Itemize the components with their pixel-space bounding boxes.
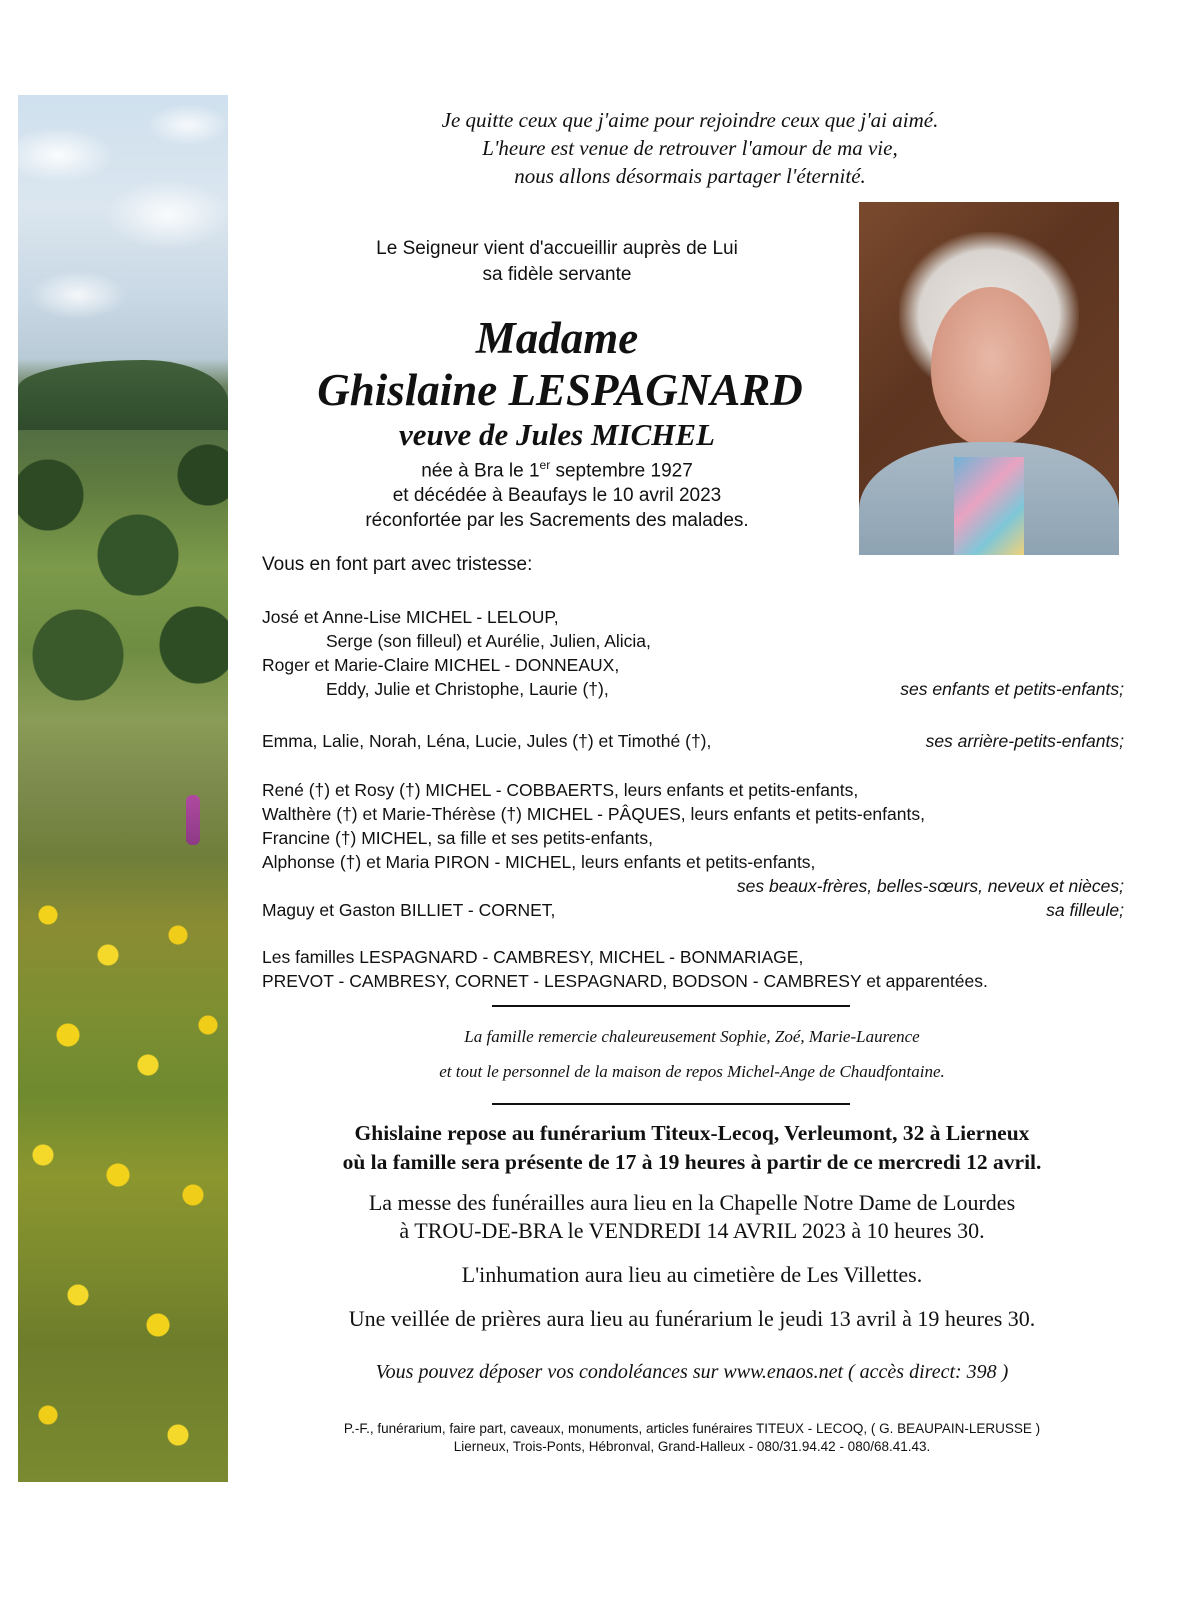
thanks-line: La famille remercie chaleureusement Sophie, Zoé, Marie-Laurence: [464, 1027, 920, 1046]
honorific-title: Madame: [475, 313, 639, 363]
footer-line: Lierneux, Trois-Ponts, Hébronval, Grand-Halleux - 080/31.94.42 - 080/68.41.43.: [453, 1439, 931, 1454]
funeral-home-footer: [240, 1420, 1144, 1456]
intro-text: [262, 236, 852, 288]
announcement: Vous en font part avec tristesse:: [262, 554, 533, 575]
repose-line: où la famille sera présente de 17 à 19 heures à partir de ce mercredi 12 avril.: [342, 1150, 1042, 1174]
family-row: [262, 677, 1124, 701]
burial-info: L'inhumation aura lieu au cimetière de Les Villettes.: [461, 1262, 923, 1287]
family-row: [262, 629, 1124, 653]
family-text: José et Anne-Lise MICHEL - LELOUP,: [262, 607, 559, 627]
family-text: Emma, Lalie, Norah, Léna, Lucie, Jules (†) et Timothé (†),: [262, 731, 712, 751]
family-group-great-grandchildren: [262, 729, 1124, 753]
trees: [18, 415, 228, 745]
family-row: [262, 969, 1124, 993]
portrait-photo: [859, 202, 1119, 555]
family-row: [262, 874, 1124, 898]
messe-line: à TROU-DE-BRA le VENDREDI 14 AVRIL 2023 à 10 heures 30.: [399, 1218, 985, 1243]
relation-label: ses enfants et petits-enfants;: [900, 679, 1124, 699]
divider: [492, 1005, 850, 1007]
family-text: Serge (son filleul) et Aurélie, Julien, Alicia,: [326, 631, 651, 651]
foxglove-flower: [186, 795, 200, 845]
messe-line: La messe des funérailles aura lieu en la Chapelle Notre Dame de Lourdes: [368, 1190, 1016, 1215]
sacrements-line: réconfortée par les Sacrements des malades.: [365, 510, 749, 532]
family-row: [262, 653, 1124, 677]
condolences-info: Vous pouvez déposer vos condoléances sur www.enaos.net ( accès direct: 398 ): [375, 1361, 1009, 1383]
family-text: Walthère (†) et Marie-Thérèse (†) MICHEL - PÂQUES, leurs enfants et petits-enfants,: [262, 804, 925, 824]
relation-label: ses arrière-petits-enfants;: [925, 731, 1124, 751]
quote-line: Je quitte ceux que j'aime pour rejoindre ceux que j'ai aimé.: [441, 108, 939, 132]
family-text: Les familles LESPAGNARD - CAMBRESY, MICHEL - BONMARIAGE,: [262, 947, 804, 967]
widow-of: veuve de Jules MICHEL: [399, 417, 715, 452]
relation-label: ses beaux-frères, belles-sœurs, neveux et nièces;: [736, 876, 1124, 896]
family-text: Maguy et Gaston BILLIET - CORNET,: [262, 900, 556, 920]
funeral-mass-info: [262, 1189, 1122, 1245]
family-text: Francine (†) MICHEL, sa fille et ses petits-enfants,: [262, 828, 653, 848]
deceased-name: Ghislaine LESPAGNARD: [317, 365, 803, 415]
family-text: PREVOT - CAMBRESY, CORNET - LESPAGNARD, BODSON - CAMBRESY et apparentées.: [262, 971, 988, 991]
family-row: [262, 898, 1124, 922]
birth-text: née à Bra le 1: [421, 460, 540, 482]
thanks-line: et tout le personnel de la maison de repos Michel-Ange de Chaudfontaine.: [439, 1062, 945, 1081]
family-row: [262, 850, 1124, 874]
repose-line: Ghislaine repose au funérarium Titeux-Lecoq, Verleumont, 32 à Lierneux: [354, 1121, 1030, 1145]
birth-date: septembre 1927: [550, 460, 693, 482]
sky-clouds: [18, 95, 228, 365]
birth-line: [262, 453, 852, 483]
family-row: [262, 778, 1124, 802]
family-text: Roger et Marie-Claire MICHEL - DONNEAUX,: [262, 655, 620, 675]
family-row: [262, 826, 1124, 850]
quote-line: L'heure est venue de retrouver l'amour de ma vie,: [482, 136, 898, 160]
family-group-children: [262, 605, 1124, 701]
life-dates: [262, 453, 852, 533]
family-group-in-laws: [262, 778, 1124, 922]
family-text: Eddy, Julie et Christophe, Laurie (†),: [326, 679, 609, 699]
death-line: et décédée à Beaufays le 10 avril 2023: [392, 485, 722, 507]
family-text: René (†) et Rosy (†) MICHEL - COBBAERTS, leurs enfants et petits-enfants,: [262, 780, 859, 800]
birth-superscript: er: [539, 458, 551, 472]
quote-line: nous allons désormais partager l'éternité.: [514, 164, 866, 188]
family-row: [262, 802, 1124, 826]
opening-quote: [300, 106, 1080, 190]
landscape-image: [18, 95, 228, 1482]
family-row: [262, 729, 1124, 753]
portrait-blouse: [954, 457, 1024, 555]
relation-label: sa filleule;: [1046, 900, 1124, 920]
footer-line: P.-F., funérarium, faire part, caveaux, monuments, articles funéraires TITEUX - LECOQ, ( G. BEAUPAIN-LERUSSE ): [343, 1421, 1041, 1436]
family-row: [262, 605, 1124, 629]
vigil-info: Une veillée de prières aura lieu au funérarium le jeudi 13 avril à 19 heures 30.: [348, 1306, 1036, 1331]
repose-info: [262, 1119, 1122, 1177]
portrait-face: [931, 287, 1051, 447]
divider: [492, 1103, 850, 1105]
family-row: [262, 945, 1124, 969]
intro-line: sa fidèle servante: [482, 264, 632, 285]
yellow-wildflowers: [18, 875, 228, 1482]
family-text: Alphonse (†) et Maria PIRON - MICHEL, leurs enfants et petits-enfants,: [262, 852, 816, 872]
family-group-related: [262, 945, 1124, 993]
intro-line: Le Seigneur vient d'accueillir auprès de Lui: [376, 238, 738, 259]
